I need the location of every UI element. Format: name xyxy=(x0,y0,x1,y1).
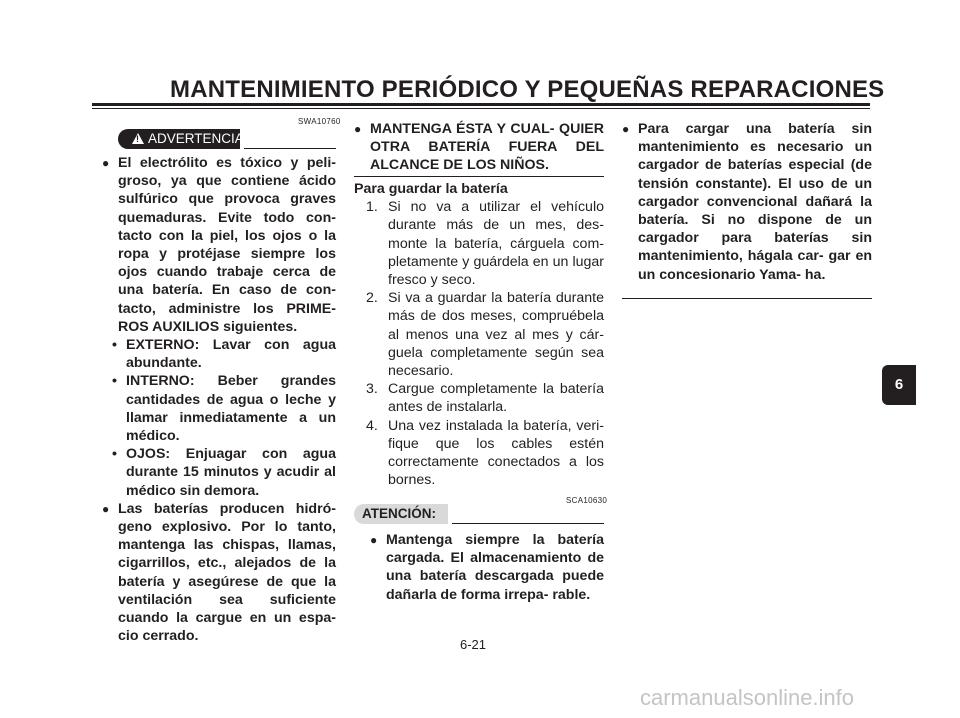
title-rule xyxy=(92,103,870,106)
caution-continued xyxy=(622,120,872,284)
warning-triangle-icon xyxy=(132,133,144,144)
page-title: MANTENIMIENTO PERIÓDICO Y PEQUEÑAS REPARACIONES xyxy=(170,76,885,103)
storage-heading: Para guardar la batería xyxy=(354,181,508,197)
caution-column xyxy=(370,531,604,604)
caution-badge: ATENCIÓN: xyxy=(354,504,448,524)
title-rule-thin xyxy=(92,108,870,109)
warning-column xyxy=(102,154,336,645)
caution-end-rule xyxy=(622,298,872,299)
warning-item-children: ● MANTENGA ÉSTA Y CUAL- QUIER OTRA BATERÍA FUERA DEL ALCANCE DE LOS NIÑOS. xyxy=(354,120,604,175)
warning-continued xyxy=(354,120,604,175)
storage-step: 4. Una vez instalada la batería, veri- fique que los cables estén correctamente conectados a los bornes. xyxy=(366,417,604,489)
warning-code: SWA10760 xyxy=(298,117,341,126)
chapter-tab: 6 xyxy=(882,365,916,405)
warning-end-rule xyxy=(354,176,604,177)
storage-step: 1. Si no va a utilizar el vehículo durante más de un mes, des- monte la batería, cárguela com- pletamente y guárdela en un lugar fresco y seco. xyxy=(366,199,604,289)
caution-code: SCA10630 xyxy=(566,496,608,505)
storage-step: 2. Si va a guardar la batería durante más de dos meses, compruébela al menos una vez al mes y cár- guela completamente según sea necesario. xyxy=(366,290,604,380)
warning-sub-internal: • INTERNO: Beber grandes cantidades de agua o leche y llamar inmediatamente a un médico. xyxy=(102,372,336,445)
caution-badge-rule xyxy=(452,523,604,524)
warning-label: ADVERTENCIA xyxy=(148,131,244,146)
storage-step: 3. Cargue completamente la batería antes de instalarla. xyxy=(366,381,604,416)
warning-badge-rule xyxy=(244,148,336,149)
page-number: 6-21 xyxy=(460,637,487,652)
watermark: carmanualsonline.info xyxy=(640,685,855,710)
warning-item-hydrogen: ● Las baterías producen hidró- geno explosivo. Por lo tanto, mantenga las chispas, llamas, cigarrillos, etc., alejados de la batería y asegúrese de que la ventilación sea suficiente cuando la cargue en un espa- cio cerrado. xyxy=(102,500,336,646)
caution-item-charger: ● Para cargar una batería sin mantenimiento es necesario un cargador de baterías especial (de tensión constante). El uso de un cargador convencional dañará la batería. Si no dispone de un cargador para baterías sin mantenimiento, hágala car- gar en un concesionario Yama- ha. xyxy=(622,120,872,284)
warning-badge xyxy=(118,129,244,149)
storage-section xyxy=(354,180,604,489)
caution-item-charged: ● Mantenga siempre la batería cargada. El almacenamiento de una batería descargada puede dañarla de forma irrepa- rable. xyxy=(370,531,604,604)
warning-item-electrolyte: ● El electrólito es tóxico y peli- groso, ya que contiene ácido sulfúrico que provoca graves quemaduras. Evite todo con- tacto con la piel, los ojos o la ropa y protéjase siempre los ojos cuando trabaje cerca de una batería. En caso de con- tacto, administre los PRIME- ROS AUXILIOS siguientes. xyxy=(102,154,336,336)
warning-sub-eyes: • OJOS: Enjuagar con agua durante 15 minutos y acudir al médico sin demora. xyxy=(102,445,336,500)
warning-sub-external: • EXTERNO: Lavar con agua abundante. xyxy=(102,336,336,372)
